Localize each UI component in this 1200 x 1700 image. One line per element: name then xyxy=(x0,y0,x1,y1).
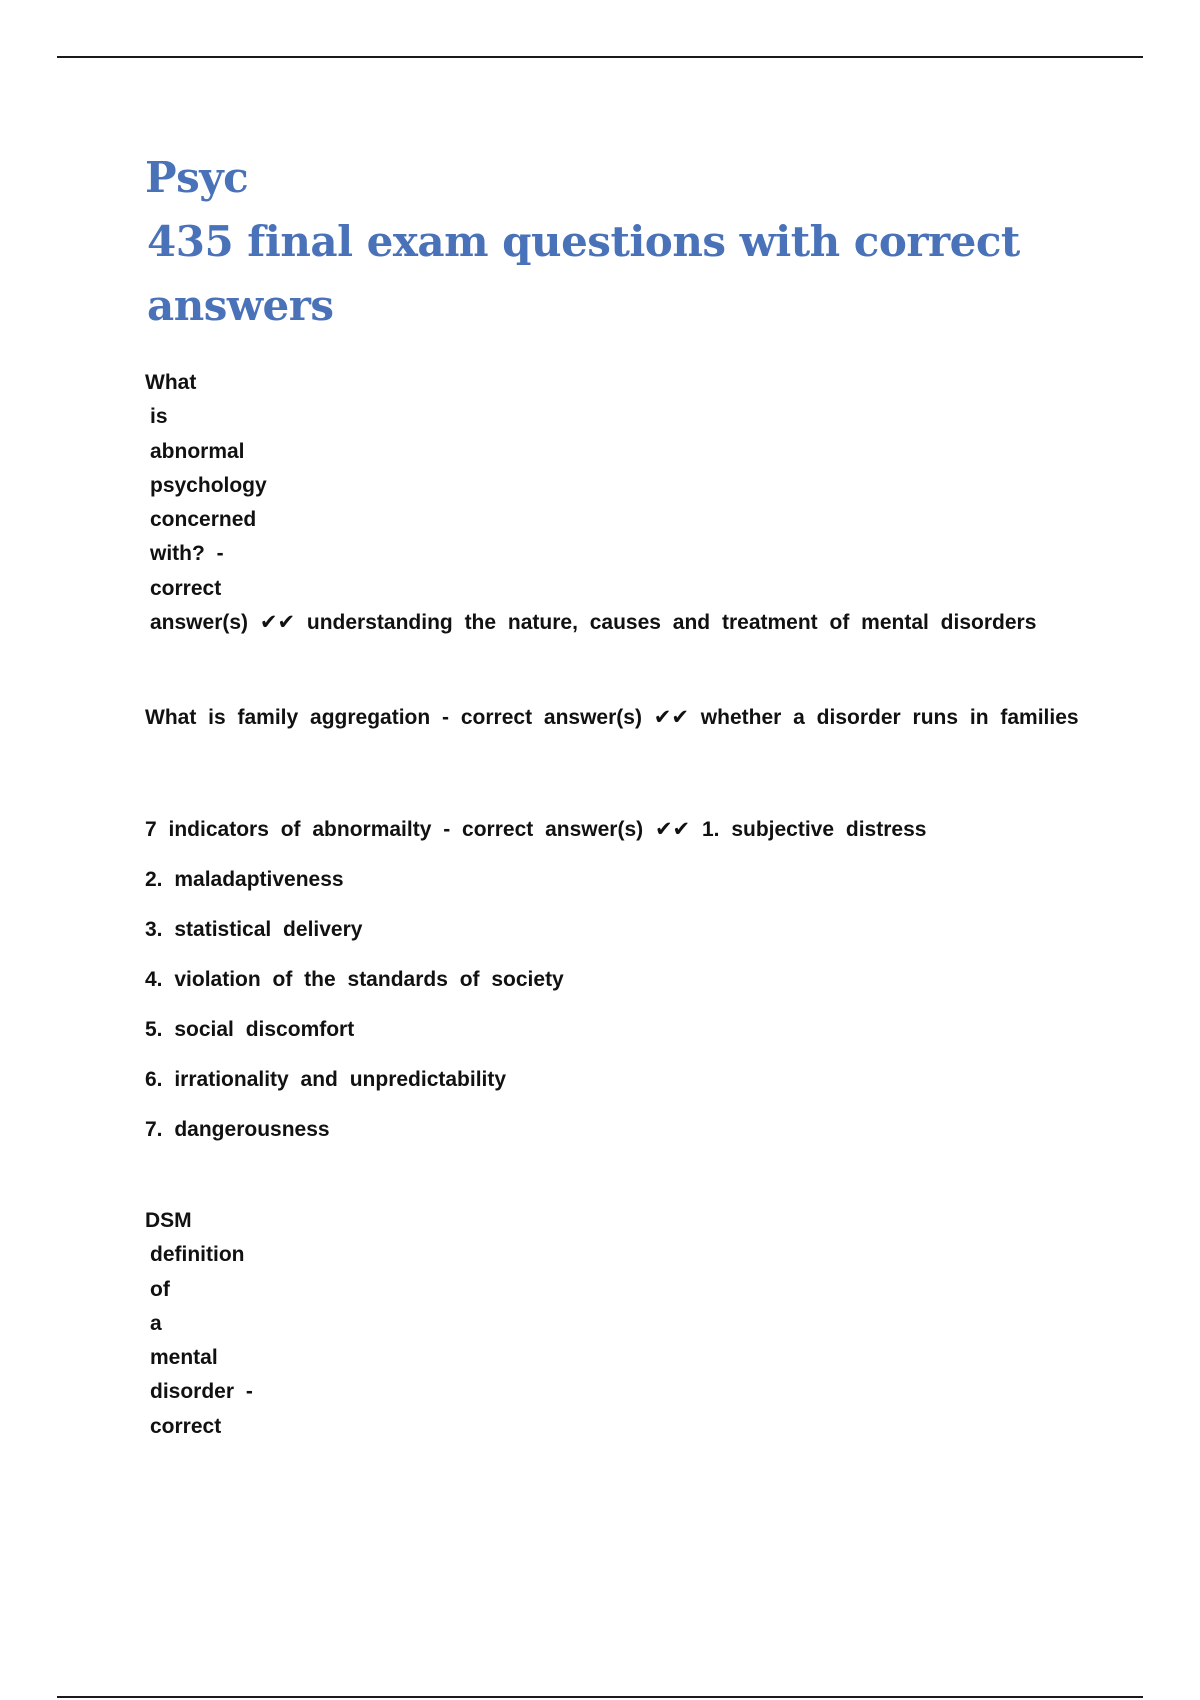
question-word: correct xyxy=(150,576,222,600)
question-dsm-definition xyxy=(145,1204,253,1444)
question-indicators-of-abnormality xyxy=(145,805,926,1155)
question-word: with? - xyxy=(150,542,224,566)
list-item: 6. irrationality and unpredictability xyxy=(145,1068,507,1091)
title-line-1: Psyc xyxy=(145,153,249,202)
document-title xyxy=(145,146,1200,338)
list-item: 7 indicators of abnormailty - correct answer(s) ✔✔ 1. subjective distress xyxy=(145,818,927,841)
question-word: of xyxy=(150,1277,170,1301)
list-item: 5. social discomfort xyxy=(145,1018,355,1041)
question-word: abnormal xyxy=(150,439,245,463)
question-word: definition xyxy=(150,1243,245,1267)
question-word: DSM xyxy=(145,1209,192,1232)
list-item: 7. dangerousness xyxy=(145,1118,330,1141)
question-word: a xyxy=(150,1311,162,1335)
question-family-aggregation: What is family aggregation - correct answer(s) ✔✔ whether a disorder runs in families xyxy=(145,706,1079,729)
list-item: 3. statistical delivery xyxy=(145,918,363,941)
footer-rule xyxy=(57,1696,1143,1698)
question-abnormal-psychology xyxy=(145,366,1036,640)
question-word: disorder - xyxy=(150,1380,253,1404)
question-word: mental xyxy=(150,1346,218,1370)
question-word: concerned xyxy=(150,508,257,532)
title-line-2: 435 final exam questions with correct answers xyxy=(147,217,1020,330)
question-word: correct xyxy=(150,1414,222,1438)
list-item: 4. violation of the standards of society xyxy=(145,968,564,991)
list-item: 2. maladaptiveness xyxy=(145,868,344,891)
question-word: is xyxy=(150,405,168,429)
answer-line: answer(s) ✔✔ understanding the nature, causes and treatment of mental disorders xyxy=(150,611,1037,635)
question-word: What xyxy=(145,371,197,394)
question-word: psychology xyxy=(150,473,267,497)
header-rule xyxy=(57,56,1143,58)
